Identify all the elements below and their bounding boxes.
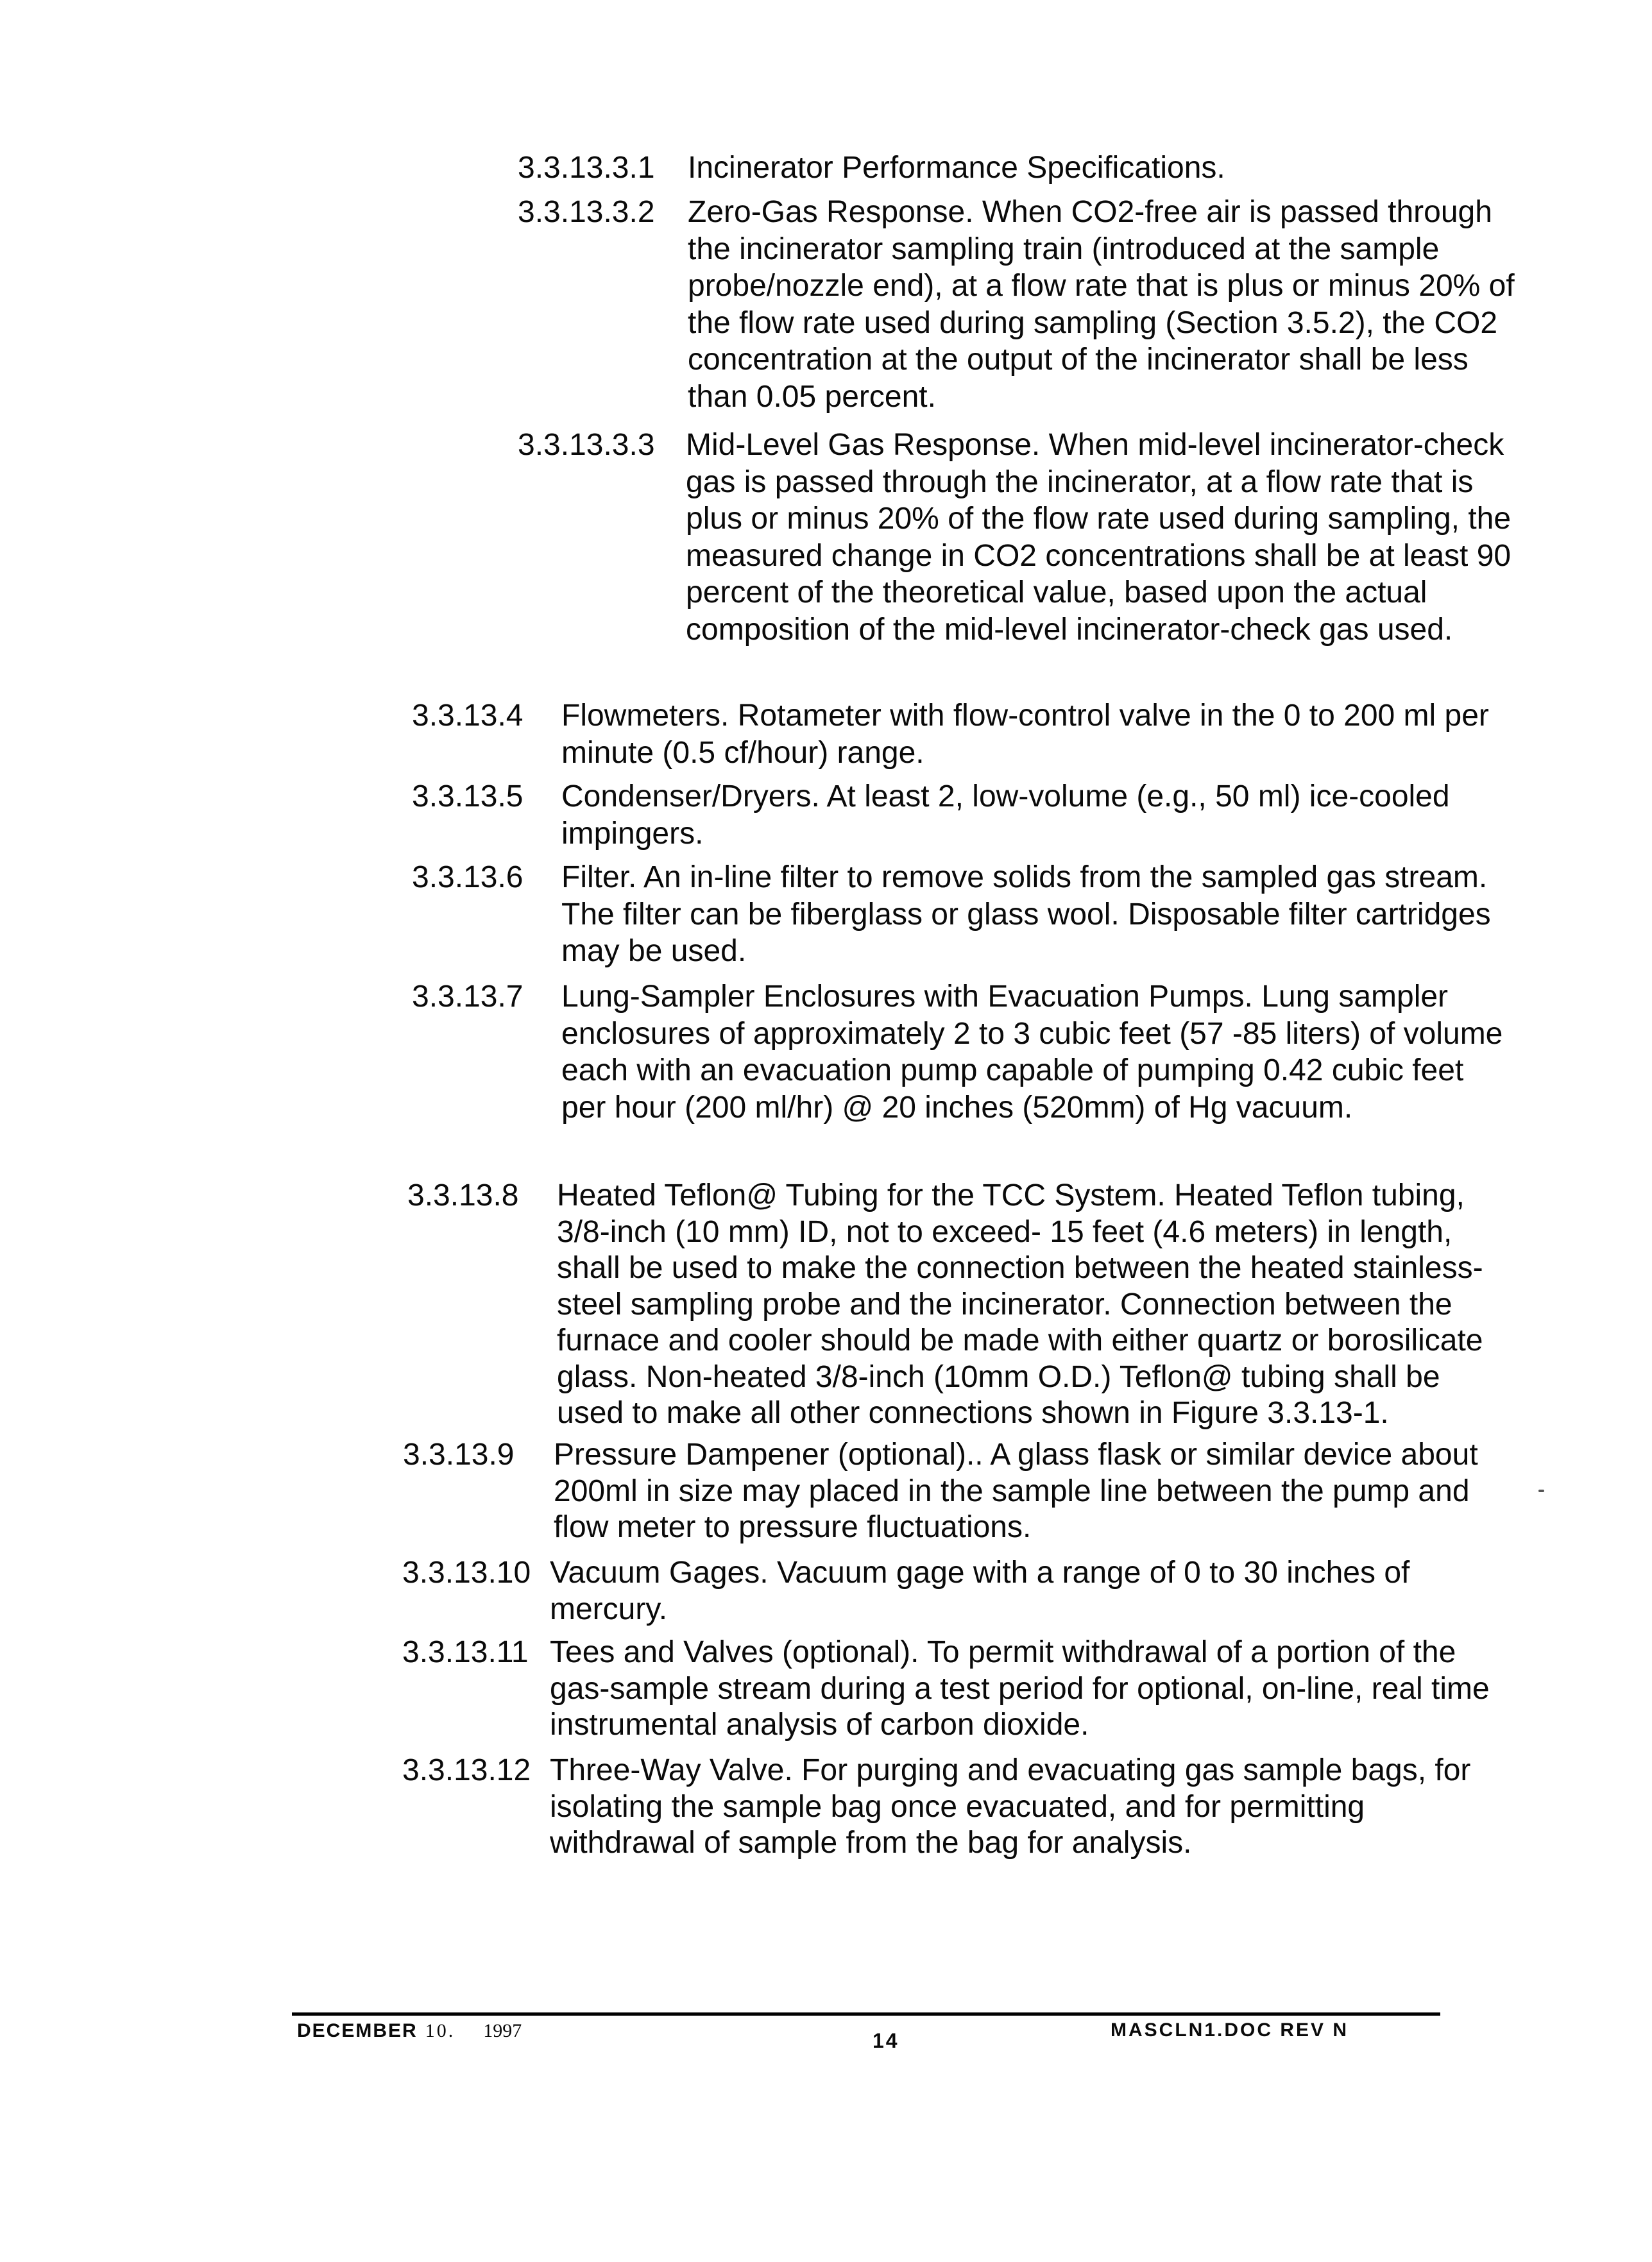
text-line: glass. Non-heated 3/8-inch (10mm O.D.) Teflon@ tubing shall be [557, 1359, 1440, 1394]
text-line: composition of the mid-level incinerator-check gas used. [686, 612, 1453, 647]
scan-artifact [1538, 1490, 1544, 1492]
section-text [561, 978, 1503, 1126]
section-text [550, 1753, 1470, 1862]
text-line: isolating the sample bag once evacuated, and for permitting [550, 1789, 1365, 1824]
section-text [561, 778, 1450, 852]
text-line: Pressure Dampener (optional).. A glass flask or similar device about [554, 1438, 1478, 1472]
section-text [686, 427, 1511, 648]
text-line: furnace and cooler should be made with either quartz or borosilicate [557, 1323, 1483, 1357]
section-number: 3.3.13.10 [402, 1556, 531, 1590]
footer-date-year: 1997 [483, 2020, 522, 2041]
section-number: 3.3.13.3.2 [518, 195, 655, 229]
footer-date [297, 2020, 522, 2043]
text-line: 3/8-inch (10 mm) ID, not to exceed- 15 feet (4.6 meters) in length, [557, 1214, 1452, 1249]
section-text [688, 194, 1515, 415]
section-number: 3.3.13.7 [412, 980, 524, 1014]
text-line: probe/nozzle end), at a flow rate that is plus or minus 20% of [688, 269, 1515, 303]
text-line: used to make all other connections shown in Figure 3.3.13-1. [557, 1396, 1389, 1430]
text-line: the flow rate used during sampling (Section 3.5.2), the CO2 [688, 305, 1498, 340]
footer-date-day: 10. [425, 2020, 456, 2041]
text-line: concentration at the output of the incinerator shall be less [688, 343, 1469, 377]
section-text [557, 1178, 1483, 1432]
footer-date-month: DECEMBER [297, 2020, 418, 2041]
text-line: enclosures of approximately 2 to 3 cubic feet (57 -85 liters) of volume [561, 1016, 1503, 1051]
text-line: withdrawal of sample from the bag for analysis. [550, 1826, 1192, 1860]
text-line: impingers. [561, 816, 704, 851]
document-id: MASCLN1.DOC REV N [1111, 2020, 1349, 2041]
text-line: Filter. An in-line filter to remove solids from the sampled gas stream. [561, 860, 1488, 894]
section-number: 3.3.13.3.1 [518, 151, 655, 185]
text-line: the incinerator sampling train (introduced at the sample [688, 232, 1440, 266]
text-line: Flowmeters. Rotameter with flow-control valve in the 0 to 200 ml per [561, 699, 1489, 733]
text-line: Condenser/Dryers. At least 2, low-volume (e.g., 50 ml) ice-cooled [561, 779, 1450, 813]
text-line: shall be used to make the connection between the heated stainless- [557, 1251, 1483, 1285]
text-line: Incinerator Performance Specifications. [688, 151, 1225, 185]
page-number: 14 [873, 2029, 899, 2052]
section-number: 3.3.13.4 [412, 699, 524, 733]
text-line: per hour (200 ml/hr) @ 20 inches (520mm) of Hg vacuum. [561, 1090, 1353, 1125]
section-text [688, 149, 1225, 187]
text-line: than 0.05 percent. [688, 379, 936, 414]
section-text [550, 1555, 1409, 1628]
section-text [554, 1437, 1478, 1546]
text-line: minute (0.5 cf/hour) range. [561, 735, 924, 770]
text-line: Heated Teflon@ Tubing for the TCC System. Heated Teflon tubing, [557, 1178, 1465, 1212]
text-line: steel sampling probe and the incinerator. Connection between the [557, 1287, 1452, 1322]
text-line: flow meter to pressure fluctuations. [554, 1510, 1032, 1544]
text-line: each with an evacuation pump capable of pumping 0.42 cubic feet [561, 1053, 1464, 1087]
text-line: instrumental analysis of carbon dioxide. [550, 1708, 1089, 1742]
section-number: 3.3.13.9 [403, 1438, 515, 1472]
text-line: gas is passed through the incinerator, at a flow rate that is [686, 464, 1474, 499]
text-line: percent of the theoretical value, based upon the actual [686, 575, 1427, 609]
text-line: mercury. [550, 1592, 668, 1626]
section-text [561, 859, 1491, 970]
section-number: 3.3.13.12 [402, 1753, 531, 1787]
text-line: Three-Way Valve. For purging and evacuating gas sample bags, for [550, 1753, 1471, 1787]
section-number: 3.3.13.3.3 [518, 428, 655, 462]
text-line: Tees and Valves (optional). To permit withdrawal of a portion of the [550, 1635, 1456, 1669]
section-number: 3.3.13.8 [407, 1178, 519, 1212]
section-text [561, 697, 1489, 771]
text-line: 200ml in size may placed in the sample line between the pump and [554, 1474, 1470, 1508]
footer-rule [292, 2012, 1440, 2016]
text-line: Zero-Gas Response. When CO2-free air is passed through [688, 195, 1492, 229]
text-line: gas-sample stream during a test period for optional, on-line, real time [550, 1671, 1490, 1706]
text-line: Mid-Level Gas Response. When mid-level incinerator-check [686, 428, 1504, 462]
text-line: plus or minus 20% of the flow rate used during sampling, the [686, 502, 1511, 536]
section-number: 3.3.13.5 [412, 779, 524, 813]
text-line: Lung-Sampler Enclosures with Evacuation Pumps. Lung sampler [561, 980, 1449, 1014]
text-line: may be used. [561, 934, 747, 968]
section-text [550, 1635, 1490, 1744]
section-number: 3.3.13.6 [412, 860, 524, 894]
text-line: Vacuum Gages. Vacuum gage with a range of 0 to 30 inches of [550, 1556, 1410, 1590]
section-number: 3.3.13.11 [402, 1635, 529, 1669]
text-line: The filter can be fiberglass or glass wool. Disposable filter cartridges [561, 897, 1491, 931]
text-line: measured change in CO2 concentrations shall be at least 90 [686, 538, 1511, 573]
